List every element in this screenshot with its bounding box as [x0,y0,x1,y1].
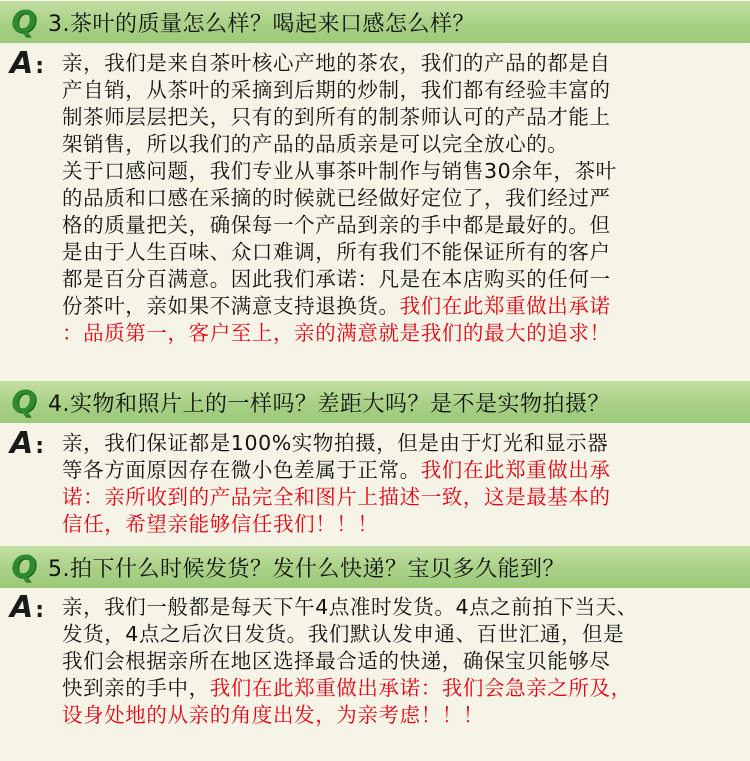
answer-line [62,212,617,239]
answer-line [62,511,611,538]
answer-text: 份茶叶，亲如果不满意支持退换货。 [62,294,400,318]
promise-text: 我们在此郑重做出承诺：我们会急亲之所及， [209,676,632,700]
question-bar-3 [0,1,750,43]
a-mark-icon: A: [10,426,45,461]
answer-text: 发货，4点之后次日发货。我们默认发申通、百世汇通，但是 [62,622,625,646]
answer-line [62,621,638,648]
answer-line [62,266,617,293]
q-mark-icon: Q [11,549,37,585]
answer-line [62,131,617,158]
answer-line [62,675,638,702]
answer-4-lines [62,430,611,538]
answer-5-lines [62,594,638,729]
answer-text: 产自销，从茶叶的采摘到后期的炒制，我们都有经验丰富的 [62,78,611,102]
answer-line [62,484,611,511]
answer-text: 亲，我们是来自茶叶核心产地的茶农，我们的产品的都是自 [62,51,611,75]
answer-text: 是由于人生百味、众口难调，所有我们不能保证所有的客户 [62,240,611,264]
answer-line [62,594,638,621]
promise-text: 我们在此郑重做出承 [420,458,611,482]
question-bar-4 [0,381,750,423]
answer-line [62,50,617,77]
promise-text: 信任，希望亲能够信任我们！！！ [62,512,379,536]
answer-line [62,239,617,266]
promise-text: 诺：亲所收到的产品完全和图片上描述一致，这是最基本的 [62,485,611,509]
answer-text: 格的质量把关，确保每一个产品到亲的手中都是最好的。但 [62,213,611,237]
question-bar-5 [0,546,750,588]
question-5-text: 5.拍下什么时候发货？发什么快递？宝贝多久能到？ [48,556,565,582]
answer-text: 制茶师层层把关，只有的到所有的制茶师认可的产品才能上 [62,105,611,129]
promise-text: 设身处地的从亲的角度出发，为亲考虑！！！ [62,703,484,727]
answer-line [62,320,617,347]
promise-text: 我们在此郑重做出承诺 [399,294,611,318]
answer-line [62,457,611,484]
answer-line [62,430,611,457]
answer-line [62,702,638,729]
answer-text: 亲，我们一般都是每天下午4点准时发货。4点之前拍下当天、 [62,595,638,619]
a-mark-icon: A: [10,590,45,625]
answer-text: 都是百分百满意。因此我们承诺：凡是在本店购买的任何一 [62,267,611,291]
answer-text: 快到亲的手中， [62,676,210,700]
a-mark-icon: A: [10,46,45,81]
answer-text: 亲，我们保证都是100%实物拍摄，但是由于灯光和显示器 [62,431,609,455]
answer-text: 等各方面原因存在微小色差属于正常。 [62,458,421,482]
question-3-text: 3.茶叶的质量怎么样？喝起来口感怎么样？ [48,11,475,37]
answer-line [62,158,617,185]
question-4-text: 4.实物和照片上的一样吗？差距大吗？是不是实物拍摄？ [48,391,610,417]
answer-text: 关于口感问题，我们专业从事茶叶制作与销售30余年，茶叶 [62,159,617,183]
answer-text: 的品质和口感在采摘的时候就已经做好定位了，我们经过严 [62,186,611,210]
q-mark-icon: Q [11,4,37,40]
answer-text: 我们会根据亲所在地区选择最合适的快递，确保宝贝能够尽 [62,649,611,673]
answer-3-lines [62,50,617,347]
answer-line [62,648,638,675]
answer-line [62,293,617,320]
q-mark-icon: Q [11,384,37,420]
answer-line [62,104,617,131]
answer-line [62,77,617,104]
promise-text: ：品质第一，客户至上，亲的满意就是我们的最大的追求！ [62,321,611,345]
answer-text: 架销售，所以我们的产品的品质亲是可以完全放心的。 [62,132,569,156]
answer-line [62,185,617,212]
